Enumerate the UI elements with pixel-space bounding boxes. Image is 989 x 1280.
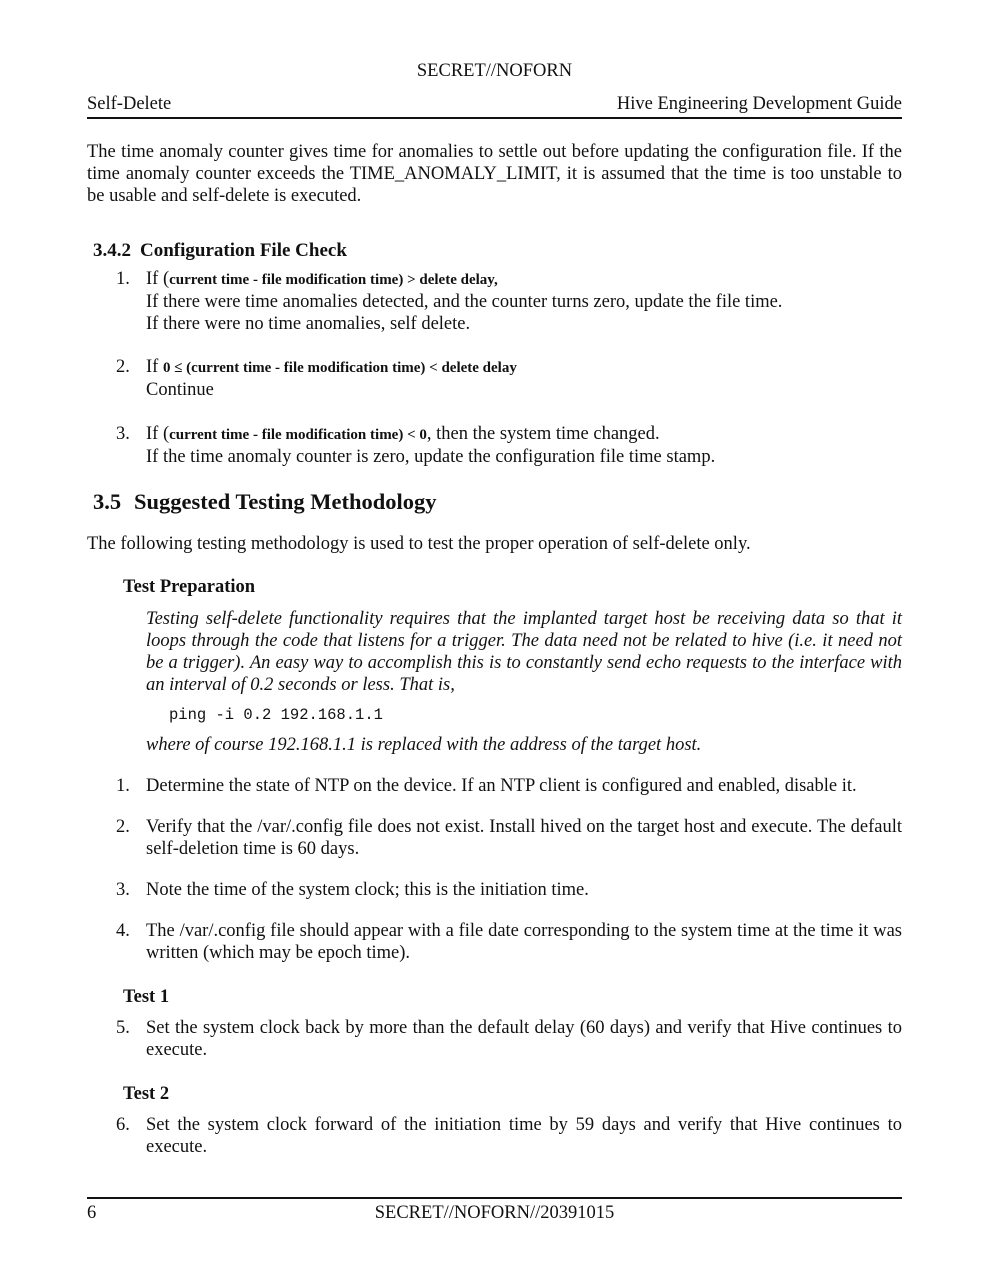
test-1-heading: Test 1	[123, 987, 170, 1007]
step-text: Verify that the /var/.config file does not exist. Install hived on the target host and execute. The default self-deletion time is 60 days.	[146, 817, 902, 859]
classification-banner-bottom: SECRET//NOFORN//20391015	[374, 1203, 615, 1223]
test-preparation-note: where of course 192.168.1.1 is replaced with the address of the target host.	[146, 735, 702, 755]
config-check-list-3	[87, 423, 902, 468]
test-2-heading: Test 2	[123, 1084, 170, 1104]
list-marker: 1.	[116, 776, 130, 796]
step-5	[87, 1017, 902, 1061]
step-4	[87, 920, 902, 964]
condition-line: If there were no time anomalies, self delete.	[146, 314, 471, 334]
condition-line: Continue	[146, 380, 214, 400]
list-marker: 3.	[116, 880, 130, 900]
list-marker: 6.	[116, 1115, 130, 1135]
section-title: Configuration File Check	[140, 240, 347, 261]
section-number: 3.5	[93, 489, 122, 514]
header-document-title: Hive Engineering Development Guide	[616, 94, 902, 114]
list-marker: 4.	[116, 921, 130, 941]
page-number: 6	[87, 1203, 97, 1223]
config-check-item-2	[87, 356, 902, 401]
section-heading-3-4-2	[87, 240, 902, 262]
section-title: Suggested Testing Methodology	[134, 489, 437, 514]
condition-prefix: If (	[146, 269, 170, 289]
list-marker: 5.	[116, 1018, 130, 1038]
ping-command: ping -i 0.2 192.168.1.1	[169, 706, 383, 724]
classification-banner-top: SECRET//NOFORN	[416, 61, 573, 81]
running-footer	[87, 1197, 902, 1224]
step-text: Set the system clock forward of the initiation time by 59 days and verify that Hive continues to execute.	[146, 1115, 902, 1157]
intro-paragraph: The time anomaly counter gives time for anomalies to settle out before updating the configuration file. If the time anomaly counter exceeds the TIME_ANOMALY_LIMIT, it is assumed that the time is too unstable to be usable and self-delete is executed.	[87, 142, 902, 206]
condition-line: If the time anomaly counter is zero, update the configuration file time stamp.	[146, 447, 716, 467]
config-check-list	[87, 268, 902, 335]
config-check-item-3	[87, 423, 902, 468]
test-preparation-text: Testing self-delete functionality requires that the implanted target host be receiving data so that it loops through the code that listens for a trigger. The data need not be related to hive (i.e. it need not be a trigger). An easy way to accomplish this is to constantly send echo requests to the interface with an interval of 0.2 seconds or less. That is,	[146, 609, 902, 695]
step-2	[87, 816, 902, 860]
list-marker: 3.	[116, 424, 130, 444]
step-text: Set the system clock back by more than the default delay (60 days) and verify that Hive continues to execute.	[146, 1018, 902, 1060]
step-text: The /var/.config file should appear with a file date corresponding to the system time at the time it was written (which may be epoch time).	[146, 921, 902, 963]
step-3	[87, 879, 902, 901]
section-number: 3.4.2	[93, 240, 131, 261]
running-header	[87, 93, 902, 119]
condition-line: If there were time anomalies detected, and the counter turns zero, update the file time.	[146, 292, 783, 312]
list-marker: 2.	[116, 357, 130, 377]
section-intro: The following testing methodology is used to test the proper operation of self-delete only.	[87, 534, 751, 554]
test-preparation-heading: Test Preparation	[123, 577, 256, 597]
condition-prefix: If	[146, 357, 163, 377]
list-marker: 2.	[116, 817, 130, 837]
section-heading-3-5	[87, 491, 902, 513]
step-text: Note the time of the system clock; this is the initiation time.	[146, 880, 589, 900]
step-1	[87, 775, 902, 797]
condition-suffix: ,	[493, 272, 498, 288]
header-section-name: Self-Delete	[87, 94, 172, 114]
condition-expression: current time - file modification time) < 0	[169, 427, 427, 443]
condition-prefix: If (	[146, 424, 170, 444]
config-check-list-2	[87, 356, 902, 401]
step-6	[87, 1114, 902, 1158]
config-check-item-1	[87, 268, 902, 335]
condition-expression: 0 ≤ (current time - file modification time) < delete delay	[162, 360, 517, 376]
condition-expression: current time - file modification time) > delete delay	[169, 272, 494, 288]
step-text: Determine the state of NTP on the device. If an NTP client is configured and enabled, disable it.	[146, 776, 857, 796]
condition-suffix: , then the system time changed.	[426, 424, 660, 444]
list-marker: 1.	[116, 269, 130, 289]
